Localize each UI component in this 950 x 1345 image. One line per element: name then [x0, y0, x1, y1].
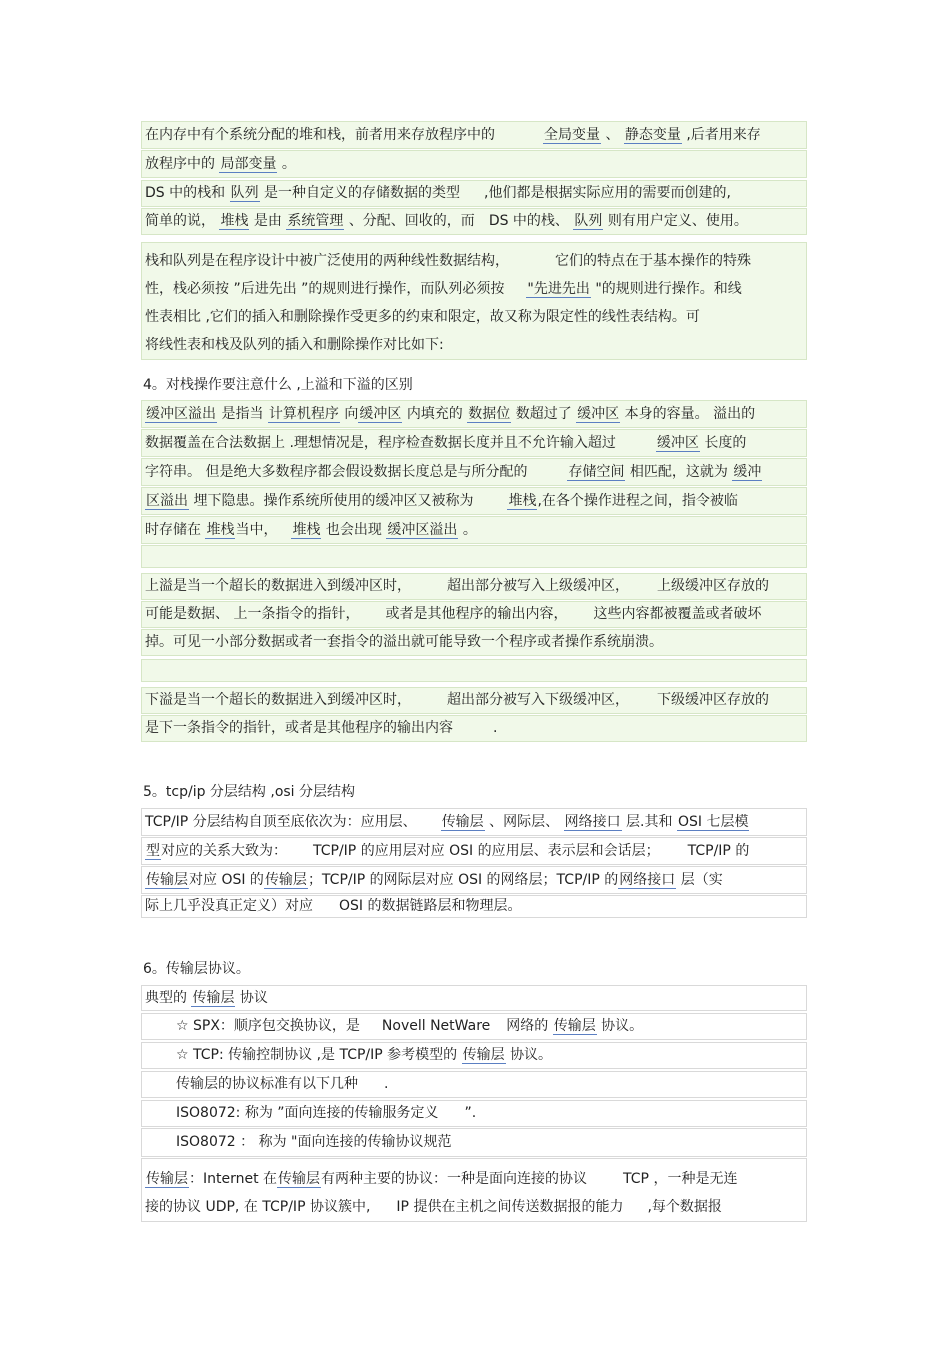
text: 这些内容都被覆盖或者破坏 [593, 606, 762, 622]
text: 它们的特点在于基本操作的特殊 [555, 253, 751, 269]
text: 协议。 [510, 1047, 553, 1063]
link-text: 传输层 [278, 1171, 321, 1187]
link-text: 系统管理 [287, 213, 344, 229]
text: DS 中的栈、 [488, 213, 569, 229]
link-text: 网络接口 [619, 872, 676, 888]
text: 传输层的协议标准有以下几种 [176, 1076, 358, 1092]
section-heading: 6。传输层协议。 [143, 961, 250, 977]
text: 层（实 [680, 872, 723, 888]
text: 性表相比 ,它们的插入和删除操作受更多的约束和限定，故又称为限定性的线性表结构。可 [145, 309, 700, 325]
text: 数超过了 [515, 406, 572, 422]
text: 上溢是当一个超长的数据进入到缓冲区时， [145, 578, 411, 594]
text: 是下一条指令的指针，或者是其他程序的输出内容 [145, 720, 453, 736]
link-text: 传输层 [462, 1047, 505, 1063]
text: 内填充的 [406, 406, 463, 422]
link-text: 缓冲区溢出 [146, 406, 216, 422]
text: 向 [344, 406, 359, 422]
text: IP 提供在主机之间传送数据报的能力 [396, 1199, 624, 1215]
text: 时存储在 [145, 522, 201, 538]
text-row [141, 429, 807, 457]
text: 接的协议 UDP, 在 TCP/IP 协议簇中, [145, 1199, 371, 1215]
text: 对应的关系大致为： [161, 843, 287, 859]
text: 网络的 [506, 1018, 549, 1034]
text: ”. [464, 1105, 477, 1121]
text: ,后者用来存 [686, 127, 761, 143]
text: "的规则进行操作。和线 [595, 281, 742, 297]
link-text: 堆栈 [292, 522, 321, 538]
text: OSI 的数据链路层和物理层。 [339, 898, 522, 914]
text-row [141, 629, 807, 656]
section-heading: 5。tcp/ip 分层结构 ,osi 分层结构 [143, 784, 356, 800]
link-text: 堆栈 [206, 522, 235, 538]
text: . [384, 1076, 389, 1092]
link-text: 传输层 [264, 872, 307, 888]
link-text: 队列 [574, 213, 603, 229]
section-heading: 4。对栈操作要注意什么 ,上溢和下溢的区别 [143, 377, 413, 393]
text: 超出部分被写入上级缓冲区， [447, 578, 629, 594]
link-text: 局部变量 [220, 156, 277, 172]
text: 协议 [239, 990, 268, 1006]
text: 当中， [235, 522, 278, 538]
text-row [141, 458, 807, 486]
link-text: 计算机程序 [268, 406, 339, 422]
text: 是一种自定义的存储数据的类型 [264, 185, 461, 201]
link-text: 存储空间 [568, 464, 625, 480]
link-text: 传输层 [146, 1171, 188, 1187]
link-text: "先进先出 [527, 281, 590, 297]
text-row [141, 985, 807, 1011]
text: DS 中的栈和 [145, 185, 226, 201]
text: 则有用户定义、使用。 [607, 213, 748, 229]
text: ISO8072: 称为 ”面向连接的传输服务定义 [176, 1105, 439, 1121]
text: 在内存中有个系统分配的堆和栈，前者用来存放程序中的 [145, 127, 495, 143]
text: Novell NetWare [381, 1018, 491, 1034]
text: 下溢是当一个超长的数据进入到缓冲区时， [145, 692, 411, 708]
text: ISO8072 ： 称为 "面向连接的传输协议规范 [176, 1134, 452, 1150]
link-text: 传输层 [192, 990, 235, 1006]
text: 也会出现 [325, 522, 382, 538]
text: 长度的 [704, 435, 747, 451]
link-text: 型 [146, 843, 160, 859]
text: 超出部分被写入下级缓冲区， [447, 692, 629, 708]
text: 是由 [253, 213, 282, 229]
link-text: 堆栈 [220, 213, 249, 229]
link-text: 队列 [230, 185, 259, 201]
text-row [141, 866, 807, 894]
text: 际上几乎没真正定义）对应 [145, 898, 313, 914]
text: ；TCP/IP 的网际层对应 OSI 的网络层；TCP/IP 的 [307, 872, 619, 888]
text: 上级缓冲区存放的 [657, 578, 769, 594]
empty-row [141, 659, 807, 682]
text: 可能是数据、 上一条指令的指针， [145, 606, 360, 622]
text: 、分配、回收的，而 [348, 213, 475, 229]
text-row [141, 208, 807, 235]
text-block [141, 242, 807, 360]
link-text: 传输层 [146, 872, 188, 888]
link-text: 数据位 [468, 406, 511, 422]
text: 字符串。 但是绝大多数程序都会假设数据长度总是与所分配的 [145, 464, 528, 480]
text-row [141, 687, 807, 714]
text: 有两种主要的协议：一种是面向连接的协议 [321, 1171, 588, 1187]
text: 相匹配，这就为 [629, 464, 728, 480]
text-row [141, 150, 807, 178]
text-block [141, 1158, 807, 1222]
text: 协议。 [601, 1018, 644, 1034]
text: TCP/IP 的 [687, 843, 750, 859]
text-row [141, 837, 807, 865]
text: 将线性表和栈及队列的插入和删除操作对比如下: [145, 337, 444, 353]
text: 数据覆盖在合法数据上 .理想情况是，程序检查数据长度并且不允许输入超过 [145, 435, 616, 451]
text: 本身的容量。 溢出的 [624, 406, 756, 422]
text-row [141, 1071, 807, 1098]
text: 性，栈必须按 [145, 281, 229, 297]
text-row [141, 400, 807, 428]
link-text: OSI 七层模 [677, 814, 749, 830]
text: TCP/IP 的应用层对应 OSI 的应用层、表示层和会话层； [313, 843, 660, 859]
text: ☆ SPX：顺序包交换协议，是 [176, 1018, 360, 1034]
text: 掉。可见一小部分数据或者一套指令的溢出就可能导致一个程序或者操作系统崩溃。 [145, 634, 663, 650]
text: 放程序中的 [145, 156, 215, 172]
link-text: 堆栈 [508, 493, 537, 509]
link-text: 静态变量 [624, 127, 681, 143]
text: ”后进先出 ”的规则进行操作，而队列必须按 [233, 281, 505, 297]
text: 对应 OSI 的 [189, 872, 264, 888]
text-row [141, 601, 807, 628]
link-text: 传输层 [553, 1018, 596, 1034]
text-row [141, 1128, 807, 1157]
text: 是指当 [221, 406, 264, 422]
text: 下级缓冲区存放的 [657, 692, 769, 708]
text-row [141, 1100, 807, 1127]
text: TCP/IP 分层结构自顶至底依次为：应用层、 [145, 814, 417, 830]
text-row [141, 121, 807, 149]
text: ☆ TCP: 传输控制协议 ,是 TCP/IP 参考模型的 [176, 1047, 458, 1063]
link-text: 缓冲区 [359, 406, 402, 422]
text-row [141, 1042, 807, 1069]
link-text: 传输层 [441, 814, 484, 830]
text: 或者是其他程序的输出内容， [385, 606, 568, 622]
text-row [141, 1013, 807, 1040]
link-text: 缓冲区溢出 [387, 522, 458, 538]
text-row [141, 180, 807, 207]
text: 、 [605, 127, 620, 143]
text-row [141, 516, 807, 544]
empty-row [141, 545, 807, 568]
text: 。 [281, 156, 296, 172]
text: 。 [462, 522, 477, 538]
text: 埋下隐患。操作系统所使用的缓冲区又被称为 [193, 493, 474, 509]
text: 典型的 [145, 990, 187, 1006]
text-row [141, 573, 807, 600]
link-text: 区溢出 [146, 493, 188, 509]
text: ：Internet 在 [189, 1171, 278, 1187]
text: ,他们都是根据实际应用的需要而创建的, [484, 185, 731, 201]
link-text: 缓冲区 [577, 406, 620, 422]
text-row [141, 487, 807, 515]
text-row [141, 808, 807, 836]
text: . [493, 720, 498, 736]
text: 栈和队列是在程序设计中被广泛使用的两种线性数据结构， [145, 253, 509, 269]
text-row [141, 895, 807, 918]
text: TCP ，一种是无连 [623, 1171, 738, 1187]
text: ,每个数据报 [647, 1199, 722, 1215]
text: 层.其和 [626, 814, 673, 830]
link-text: 网络接口 [564, 814, 621, 830]
link-text: 缓冲区 [656, 435, 699, 451]
text: 简单的说， [145, 213, 215, 229]
text: 、网际层、 [489, 814, 560, 830]
link-text: 缓冲 [733, 464, 762, 480]
link-text: 全局变量 [544, 127, 600, 143]
text-row [141, 715, 807, 742]
text: ,在各个操作进程之间，指令被临 [537, 493, 738, 509]
